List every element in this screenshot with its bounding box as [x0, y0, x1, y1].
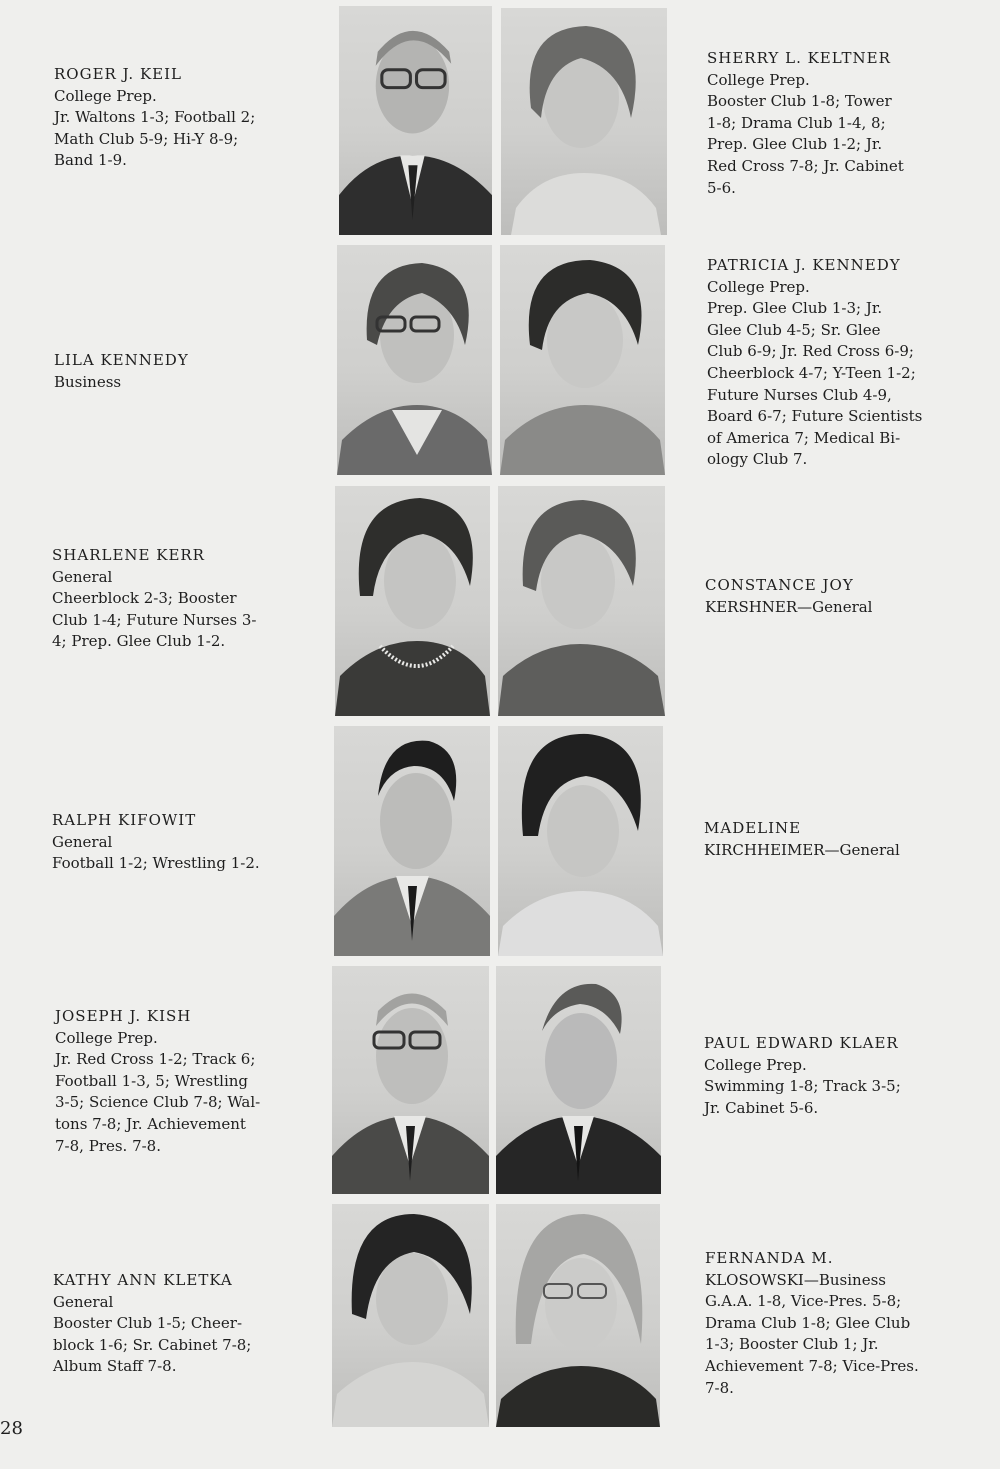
entry-line: College Prep. — [55, 1028, 158, 1047]
entry-line: KIRCHHEIMER—General — [704, 840, 900, 859]
entry-line: College Prep. — [54, 86, 157, 105]
entry-line: Business — [54, 372, 122, 391]
student-name: CONSTANCE JOY — [705, 576, 854, 594]
portrait-patricia-kennedy — [500, 245, 665, 475]
entry-kathy-kletka — [53, 1270, 283, 1378]
entry-line: 5-6. — [707, 178, 736, 197]
entry-line: Cheerblock 2-3; Booster — [52, 589, 237, 608]
entry-line: College Prep. — [707, 277, 810, 296]
entry-line: Jr. Cabinet 5-6. — [704, 1098, 819, 1117]
student-name: JOSEPH J. KISH — [55, 1007, 192, 1025]
student-name: SHARLENE KERR — [52, 546, 205, 564]
entry-line: Future Nurses Club 4-9, — [707, 385, 892, 404]
entry-line: Jr. Red Cross 1-2; Track 6; — [55, 1050, 256, 1069]
portrait-ralph-kifowit — [334, 726, 490, 956]
portrait-madeline-kirchheimer — [498, 726, 663, 956]
entry-line: Drama Club 1-8; Glee Club — [705, 1313, 911, 1332]
entry-line: Cheerblock 4-7; Y-Teen 1-2; — [707, 363, 916, 382]
entry-line: Swimming 1-8; Track 3-5; — [704, 1077, 901, 1096]
portrait-sharlene-kerr — [335, 486, 490, 716]
entry-line: of America 7; Medical Bi- — [707, 428, 901, 447]
entry-lila-kennedy — [54, 350, 283, 393]
student-name: FERNANDA M. — [705, 1249, 834, 1267]
portrait-constance-kershner — [498, 486, 665, 716]
portrait-kathy-kletka — [332, 1204, 489, 1427]
entry-line: Club 6-9; Jr. Red Cross 6-9; — [707, 342, 914, 361]
portrait-roger-keil — [339, 6, 492, 235]
entry-line: College Prep. — [707, 70, 810, 89]
entry-line: 7-8, Pres. 7-8. — [55, 1136, 161, 1155]
entry-sherry-keltner — [707, 48, 937, 199]
student-name: SHERRY L. KELTNER — [707, 49, 891, 67]
entry-line: Math Club 5-9; Hi-Y 8-9; — [54, 129, 239, 148]
entry-line: Football 1-3, 5; Wrestling — [55, 1071, 249, 1090]
entry-madeline-kirchheimer — [704, 818, 944, 861]
student-name: MADELINE — [704, 819, 802, 837]
entry-line: General — [53, 1292, 114, 1311]
entry-line: Red Cross 7-8; Jr. Cabinet — [707, 156, 904, 175]
entry-line: General — [52, 832, 113, 851]
entry-line: Prep. Glee Club 1-3; Jr. — [707, 299, 883, 318]
entry-line: 1-3; Booster Club 1; Jr. — [705, 1335, 879, 1354]
entry-line: Board 6-7; Future Scientists — [707, 407, 923, 426]
student-name: LILA KENNEDY — [54, 351, 189, 369]
entry-line: College Prep. — [704, 1055, 807, 1074]
entry-roger-keil — [54, 64, 283, 172]
entry-line: General — [52, 567, 113, 586]
entry-line: block 1-6; Sr. Cabinet 7-8; — [53, 1335, 252, 1354]
entry-sharlene-kerr — [52, 545, 283, 653]
student-name: PATRICIA J. KENNEDY — [707, 256, 901, 274]
entry-line: Booster Club 1-8; Tower — [707, 92, 892, 111]
entry-line: ology Club 7. — [707, 450, 808, 469]
portrait-fernanda-klosowski — [496, 1204, 660, 1427]
entry-line: Prep. Glee Club 1-2; Jr. — [707, 135, 883, 154]
entry-line: 4; Prep. Glee Club 1-2. — [52, 632, 226, 651]
student-name: KATHY ANN KLETKA — [53, 1271, 233, 1289]
student-name: RALPH KIFOWIT — [52, 811, 197, 829]
entry-line: Booster Club 1-5; Cheer- — [53, 1314, 243, 1333]
entry-line: 3-5; Science Club 7-8; Wal- — [55, 1093, 261, 1112]
portrait-lila-kennedy — [337, 245, 492, 475]
entry-line: Achievement 7-8; Vice-Pres. — [705, 1356, 919, 1375]
student-name: PAUL EDWARD KLAER — [704, 1034, 899, 1052]
entry-line: tons 7-8; Jr. Achievement — [55, 1114, 246, 1133]
entry-line: KERSHNER—General — [705, 597, 873, 616]
entry-ralph-kifowit — [52, 810, 292, 875]
entry-line: 7-8. — [705, 1378, 734, 1397]
entry-line: Football 1-2; Wrestling 1-2. — [52, 854, 260, 873]
entry-line: G.A.A. 1-8, Vice-Pres. 5-8; — [705, 1292, 902, 1311]
portrait-sherry-keltner — [501, 8, 667, 235]
entry-line: KLOSOWSKI—Business — [705, 1270, 886, 1289]
entry-joseph-kish — [55, 1006, 285, 1157]
entry-line: Glee Club 4-5; Sr. Glee — [707, 320, 881, 339]
entry-line: Club 1-4; Future Nurses 3- — [52, 610, 257, 629]
entry-line: Album Staff 7-8. — [53, 1357, 177, 1376]
entry-line: 1-8; Drama Club 1-4, 8; — [707, 113, 886, 132]
entry-constance-kershner — [705, 575, 937, 618]
entry-fernanda-klosowski — [705, 1248, 941, 1399]
entry-line: Band 1-9. — [54, 151, 127, 170]
entry-line: Jr. Waltons 1-3; Football 2; — [54, 108, 256, 127]
portrait-paul-klaer — [496, 966, 661, 1194]
entry-paul-klaer — [704, 1033, 948, 1119]
page-number: 28 — [0, 1418, 23, 1439]
portrait-joseph-kish — [332, 966, 489, 1194]
entry-patricia-kennedy — [707, 255, 939, 471]
student-name: ROGER J. KEIL — [54, 65, 183, 83]
